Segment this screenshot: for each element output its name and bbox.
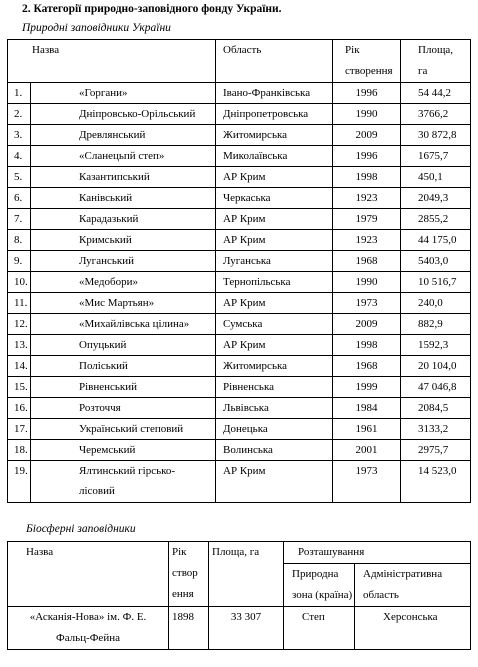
cell-number: 1. bbox=[8, 83, 31, 104]
cell-name: Український степовий bbox=[31, 419, 216, 440]
table-row bbox=[8, 314, 471, 335]
cell-area: 14 523,0 bbox=[401, 461, 471, 503]
nature-reserves-table bbox=[7, 39, 471, 503]
cell-year: 1979 bbox=[333, 209, 401, 230]
cell-number: 3. bbox=[8, 125, 31, 146]
cell-region: Донецька bbox=[216, 419, 333, 440]
cell-number: 10. bbox=[8, 272, 31, 293]
cell-area: 30 872,8 bbox=[401, 125, 471, 146]
cell-region: Житомирська bbox=[216, 125, 333, 146]
cell-year: 1996 bbox=[333, 83, 401, 104]
t2-header-name: Назва bbox=[8, 542, 169, 607]
cell-area: 3133,2 bbox=[401, 419, 471, 440]
header-year: Рік створення bbox=[333, 40, 401, 83]
table-row bbox=[8, 377, 471, 398]
cell-number: 8. bbox=[8, 230, 31, 251]
cell-number: 17. bbox=[8, 419, 31, 440]
cell-number: 7. bbox=[8, 209, 31, 230]
cell-region: Луганська bbox=[216, 251, 333, 272]
table-row bbox=[8, 104, 471, 125]
cell-year: 1961 bbox=[333, 419, 401, 440]
cell-area: 20 104,0 bbox=[401, 356, 471, 377]
cell-year: 1968 bbox=[333, 356, 401, 377]
cell-region: Дніпропетровська bbox=[216, 104, 333, 125]
cell-year: 1998 bbox=[333, 167, 401, 188]
cell-name: «Михайлівська цілина» bbox=[31, 314, 216, 335]
cell-name: «Горгани» bbox=[31, 83, 216, 104]
cell-year: 1999 bbox=[333, 377, 401, 398]
t2-cell-area: 33 307 bbox=[209, 607, 284, 650]
cell-region: Волинська bbox=[216, 440, 333, 461]
cell-name: Кримський bbox=[31, 230, 216, 251]
cell-region: Миколаївська bbox=[216, 146, 333, 167]
cell-area: 2049,3 bbox=[401, 188, 471, 209]
cell-name: «Мис Мартьян» bbox=[31, 293, 216, 314]
cell-region: АР Крим bbox=[216, 335, 333, 356]
cell-year: 2001 bbox=[333, 440, 401, 461]
cell-year: 2009 bbox=[333, 314, 401, 335]
cell-name: Канівський bbox=[31, 188, 216, 209]
cell-area: 1675,7 bbox=[401, 146, 471, 167]
cell-region: АР Крим bbox=[216, 167, 333, 188]
table-row bbox=[8, 440, 471, 461]
cell-area: 54 44,2 bbox=[401, 83, 471, 104]
table-row bbox=[8, 272, 471, 293]
cell-area: 240,0 bbox=[401, 293, 471, 314]
t2-header-year: Рік створ ення bbox=[169, 542, 209, 607]
cell-name: «Сланецьпй степ» bbox=[31, 146, 216, 167]
table1-caption: Природні заповідники України bbox=[22, 22, 171, 34]
cell-region: Черкаська bbox=[216, 188, 333, 209]
cell-number: 13. bbox=[8, 335, 31, 356]
cell-name: Ялтинський гірсько- лісовий bbox=[31, 461, 216, 503]
cell-year: 1996 bbox=[333, 146, 401, 167]
cell-number: 18. bbox=[8, 440, 31, 461]
cell-number: 16. bbox=[8, 398, 31, 419]
cell-name: Древлянський bbox=[31, 125, 216, 146]
table-row bbox=[8, 335, 471, 356]
cell-area: 47 046,8 bbox=[401, 377, 471, 398]
cell-area: 44 175,0 bbox=[401, 230, 471, 251]
cell-name: «Медобори» bbox=[31, 272, 216, 293]
cell-number: 6. bbox=[8, 188, 31, 209]
table-row bbox=[8, 419, 471, 440]
cell-region: АР Крим bbox=[216, 209, 333, 230]
cell-number: 4. bbox=[8, 146, 31, 167]
table-row bbox=[8, 146, 471, 167]
cell-name: Луганський bbox=[31, 251, 216, 272]
header-name: Назва bbox=[8, 40, 216, 83]
cell-year: 2009 bbox=[333, 125, 401, 146]
cell-area: 2084,5 bbox=[401, 398, 471, 419]
cell-name: Карадазький bbox=[31, 209, 216, 230]
t2-header-area: Площа, га bbox=[209, 542, 284, 607]
table2-caption: Біосферні заповідники bbox=[26, 523, 136, 535]
table-row bbox=[8, 607, 471, 650]
table-row bbox=[8, 230, 471, 251]
table-row bbox=[8, 209, 471, 230]
cell-year: 1990 bbox=[333, 272, 401, 293]
cell-year: 1990 bbox=[333, 104, 401, 125]
cell-year: 1923 bbox=[333, 230, 401, 251]
t2-header-location: Розташування bbox=[284, 542, 471, 564]
table-row bbox=[8, 83, 471, 104]
table1-header-row bbox=[8, 40, 471, 83]
cell-area: 10 516,7 bbox=[401, 272, 471, 293]
table-row bbox=[8, 398, 471, 419]
table-row bbox=[8, 251, 471, 272]
cell-area: 2855,2 bbox=[401, 209, 471, 230]
t2-cell-name: «Асканія-Нова» ім. Ф. Е. Фальц-Фейна bbox=[8, 607, 169, 650]
cell-name: Дніпровсько-Орільський bbox=[31, 104, 216, 125]
cell-region: АР Крим bbox=[216, 230, 333, 251]
cell-year: 1984 bbox=[333, 398, 401, 419]
table2-header-row bbox=[8, 542, 471, 564]
table-row bbox=[8, 293, 471, 314]
cell-year: 1968 bbox=[333, 251, 401, 272]
table-row bbox=[8, 461, 471, 503]
cell-region: Львівська bbox=[216, 398, 333, 419]
cell-number: 15. bbox=[8, 377, 31, 398]
t2-cell-year: 1898 bbox=[169, 607, 209, 650]
cell-area: 5403,0 bbox=[401, 251, 471, 272]
header-region: Область bbox=[216, 40, 333, 83]
cell-number: 19. bbox=[8, 461, 31, 503]
cell-name: Поліський bbox=[31, 356, 216, 377]
cell-year: 1973 bbox=[333, 461, 401, 503]
cell-name: Черемський bbox=[31, 440, 216, 461]
biosphere-reserves-table bbox=[7, 541, 471, 650]
cell-region: Житомирська bbox=[216, 356, 333, 377]
cell-name: Казантипський bbox=[31, 167, 216, 188]
cell-region: АР Крим bbox=[216, 461, 333, 503]
cell-year: 1998 bbox=[333, 335, 401, 356]
cell-number: 14. bbox=[8, 356, 31, 377]
t2-cell-zone: Степ bbox=[284, 607, 355, 650]
cell-number: 9. bbox=[8, 251, 31, 272]
cell-region: Сумська bbox=[216, 314, 333, 335]
cell-year: 1923 bbox=[333, 188, 401, 209]
cell-number: 2. bbox=[8, 104, 31, 125]
cell-number: 12. bbox=[8, 314, 31, 335]
cell-name: Рівненський bbox=[31, 377, 216, 398]
table-row bbox=[8, 188, 471, 209]
table-row bbox=[8, 167, 471, 188]
table-row bbox=[8, 356, 471, 377]
cell-name: Опуцький bbox=[31, 335, 216, 356]
cell-region: АР Крим bbox=[216, 293, 333, 314]
t2-header-adm: Адміністративна область bbox=[355, 564, 471, 607]
cell-number: 11. bbox=[8, 293, 31, 314]
cell-area: 450,1 bbox=[401, 167, 471, 188]
cell-year: 1973 bbox=[333, 293, 401, 314]
t2-header-zone: Природна зона (країна) bbox=[284, 564, 355, 607]
cell-area: 1592,3 bbox=[401, 335, 471, 356]
cell-area: 2975,7 bbox=[401, 440, 471, 461]
table-row bbox=[8, 125, 471, 146]
cell-number: 5. bbox=[8, 167, 31, 188]
cell-region: Рівненська bbox=[216, 377, 333, 398]
cell-region: Івано-Франківська bbox=[216, 83, 333, 104]
cell-area: 882,9 bbox=[401, 314, 471, 335]
cell-name: Розточчя bbox=[31, 398, 216, 419]
t2-cell-adm: Херсонська bbox=[355, 607, 471, 650]
section-heading: 2. Категорії природно-заповідного фонду України. bbox=[22, 3, 282, 15]
cell-area: 3766,2 bbox=[401, 104, 471, 125]
cell-region: Тернопільська bbox=[216, 272, 333, 293]
header-area: Площа, га bbox=[401, 40, 471, 83]
